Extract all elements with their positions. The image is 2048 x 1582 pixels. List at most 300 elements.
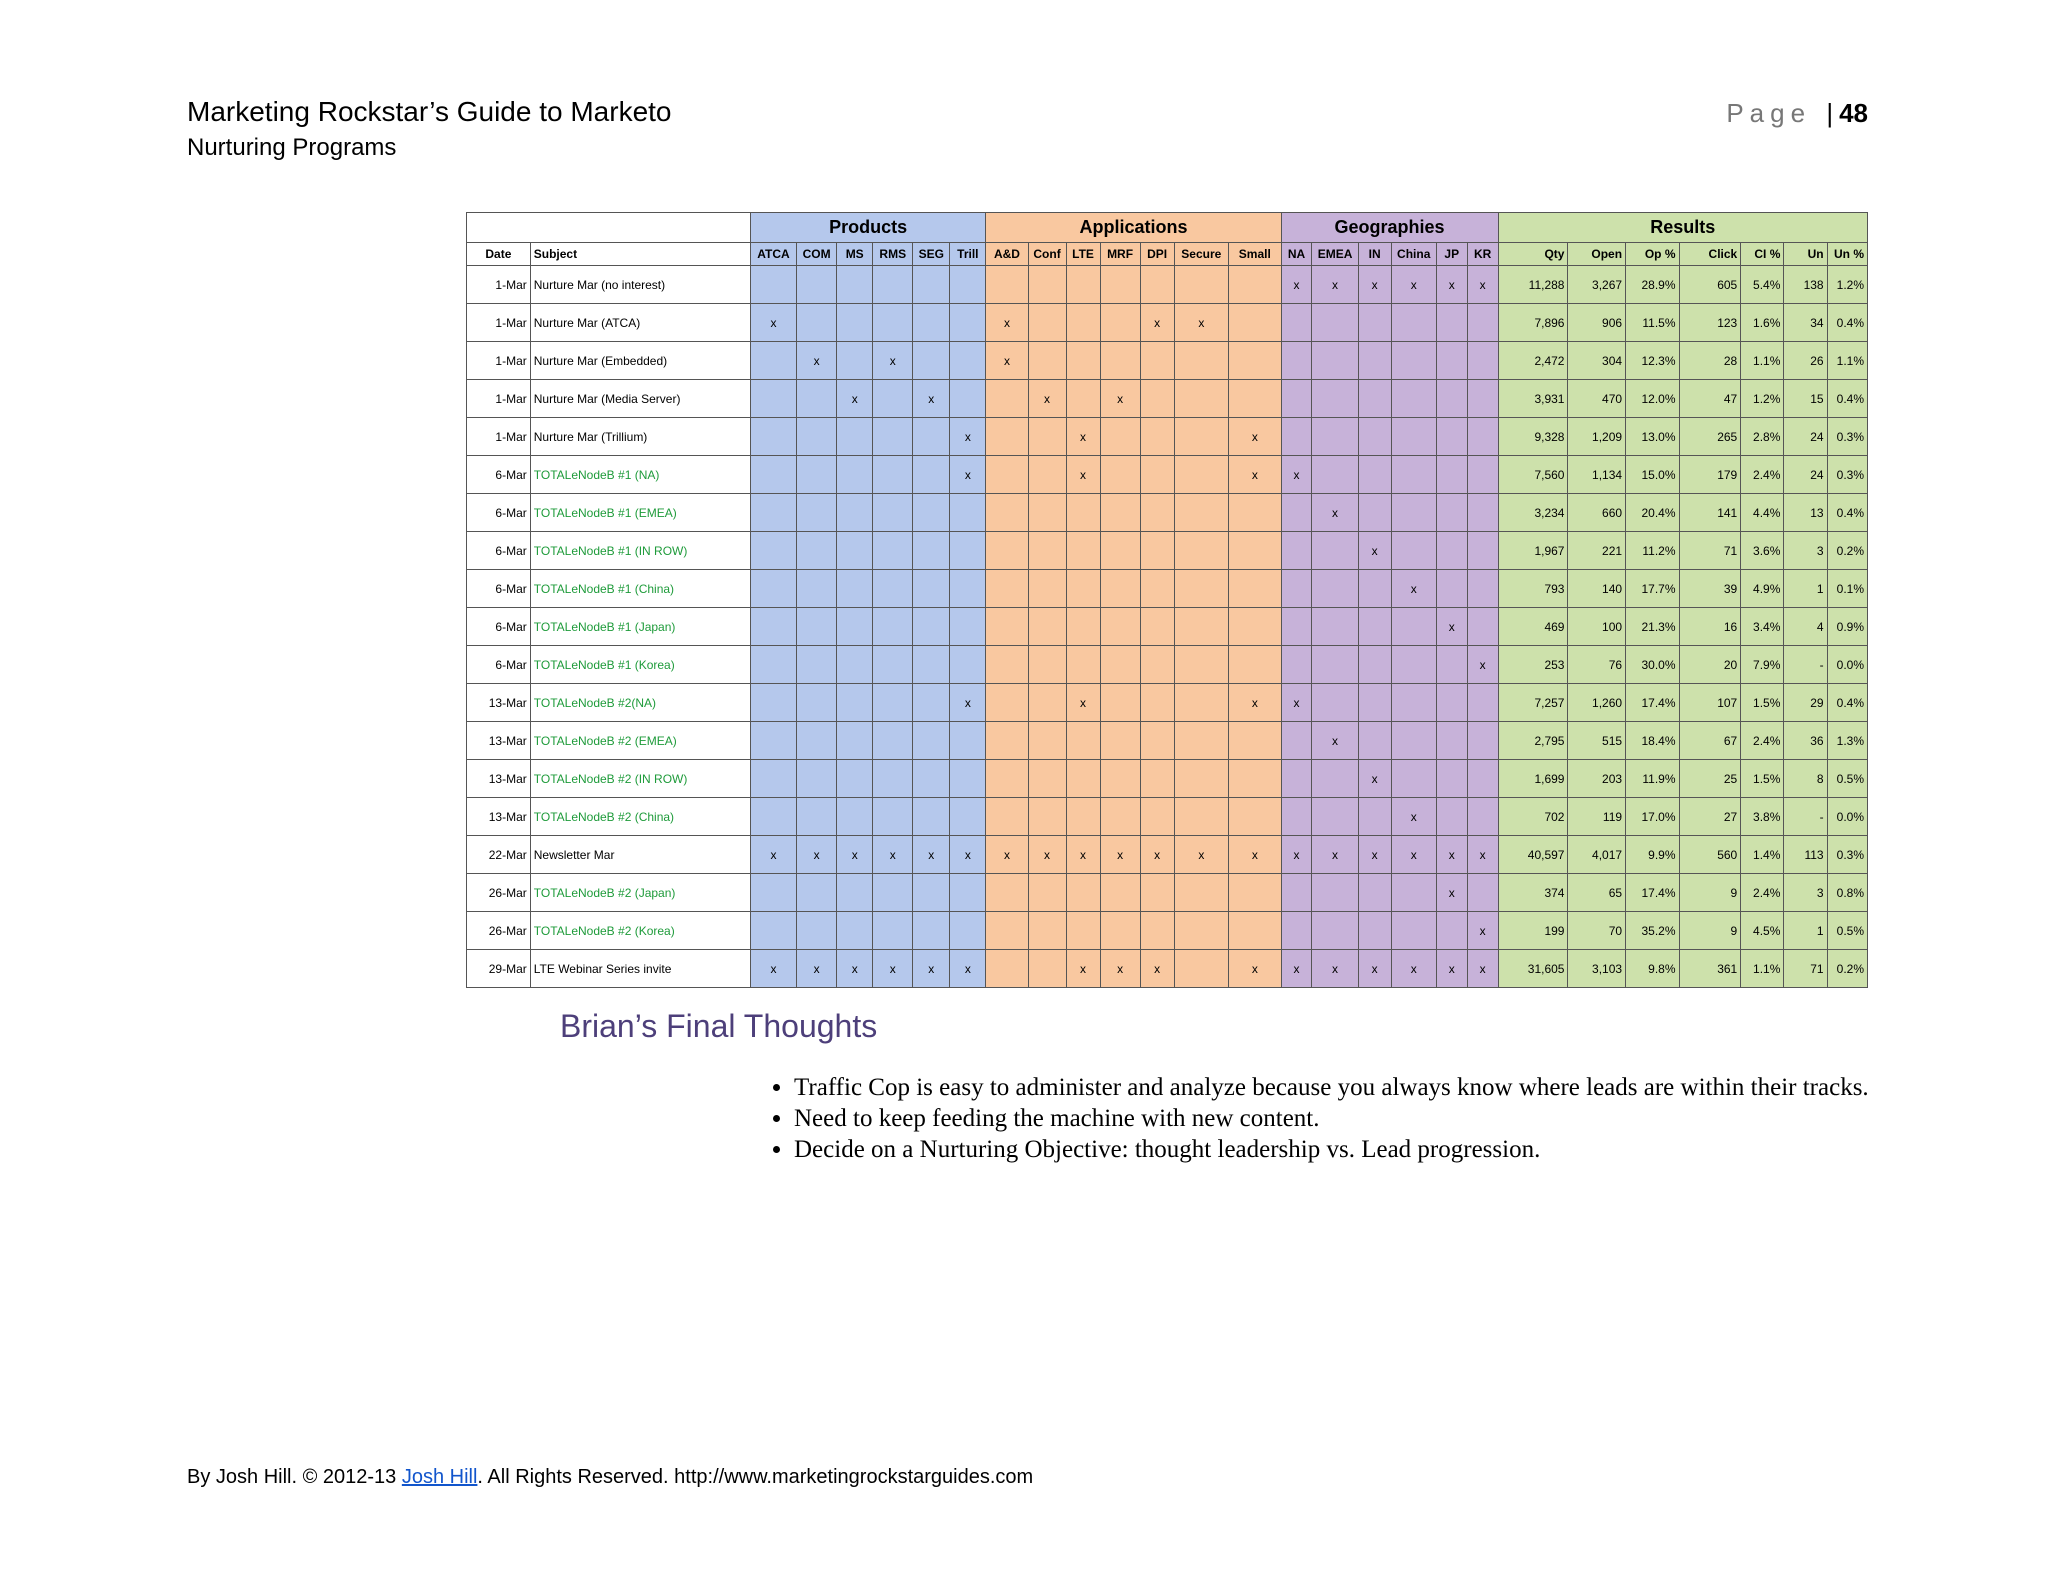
segment-mark: x	[1281, 836, 1312, 874]
segment-mark: x	[750, 836, 796, 874]
segment-mark: x	[950, 418, 986, 456]
segment-cell	[797, 912, 837, 950]
segment-cell	[1391, 912, 1436, 950]
segment-cell	[1312, 608, 1358, 646]
segment-cell	[1436, 646, 1467, 684]
segment-cell	[1100, 418, 1140, 456]
segment-cell	[1281, 304, 1312, 342]
segment-cell	[1028, 418, 1066, 456]
result-cell: 11.2%	[1626, 532, 1679, 570]
segment-mark: x	[1436, 950, 1467, 988]
segment-cell	[873, 684, 913, 722]
segment-cell	[986, 950, 1028, 988]
result-cell: 107	[1679, 684, 1741, 722]
segment-cell	[913, 266, 950, 304]
segment-cell	[1140, 570, 1174, 608]
segment-cell	[873, 608, 913, 646]
segment-cell	[1312, 570, 1358, 608]
segment-cell	[950, 380, 986, 418]
segment-cell	[986, 646, 1028, 684]
segment-cell	[1174, 912, 1229, 950]
table-row	[467, 874, 1868, 912]
table-body	[467, 266, 1868, 988]
segment-cell	[1174, 722, 1229, 760]
table-row	[467, 342, 1868, 380]
segment-cell	[1140, 874, 1174, 912]
date-cell: 6-Mar	[467, 646, 531, 684]
segment-cell	[837, 608, 873, 646]
segment-cell	[1229, 266, 1282, 304]
segment-cell	[913, 494, 950, 532]
segment-mark: x	[950, 836, 986, 874]
segment-mark: x	[1229, 418, 1282, 456]
segment-cell	[1281, 646, 1312, 684]
segment-cell	[1028, 760, 1066, 798]
segment-cell	[750, 494, 796, 532]
result-cell: 26	[1784, 342, 1827, 380]
segment-cell	[1281, 722, 1312, 760]
col-header-rms: RMS	[873, 243, 913, 266]
subject-cell: TOTALeNodeB #2 (Japan)	[530, 874, 750, 912]
result-cell: 265	[1679, 418, 1741, 456]
segment-mark: x	[797, 342, 837, 380]
segment-mark: x	[1281, 266, 1312, 304]
date-cell: 26-Mar	[467, 912, 531, 950]
document-subtitle: Nurturing Programs	[187, 134, 397, 161]
segment-cell	[1312, 532, 1358, 570]
segment-cell	[1100, 494, 1140, 532]
segment-cell	[1358, 722, 1391, 760]
result-cell: 5.4%	[1741, 266, 1784, 304]
subject-cell: TOTALeNodeB #2 (Korea)	[530, 912, 750, 950]
segment-cell	[1100, 912, 1140, 950]
segment-cell	[873, 760, 913, 798]
segment-mark: x	[1066, 836, 1100, 874]
segment-mark: x	[913, 836, 950, 874]
segment-cell	[1174, 494, 1229, 532]
col-header-qty: Qty	[1498, 243, 1568, 266]
col-header-lte: LTE	[1066, 243, 1100, 266]
segment-cell	[1229, 760, 1282, 798]
col-header-china: China	[1391, 243, 1436, 266]
segment-mark: x	[1281, 456, 1312, 494]
segment-cell	[1229, 304, 1282, 342]
subject-cell: TOTALeNodeB #1 (NA)	[530, 456, 750, 494]
segment-mark: x	[1100, 380, 1140, 418]
subject-cell: TOTALeNodeB #1 (Korea)	[530, 646, 750, 684]
segment-cell	[1140, 684, 1174, 722]
segment-mark: x	[1312, 950, 1358, 988]
segment-mark: x	[950, 950, 986, 988]
result-cell: 3,234	[1498, 494, 1568, 532]
segment-cell	[1436, 532, 1467, 570]
result-cell: 21.3%	[1626, 608, 1679, 646]
segment-cell	[873, 494, 913, 532]
segment-cell	[1391, 608, 1436, 646]
segment-cell	[873, 570, 913, 608]
segment-cell	[1358, 342, 1391, 380]
segment-cell	[837, 760, 873, 798]
segment-cell	[1281, 494, 1312, 532]
subject-cell: TOTALeNodeB #1 (EMEA)	[530, 494, 750, 532]
result-cell: 2,472	[1498, 342, 1568, 380]
segment-cell	[1436, 494, 1467, 532]
result-cell: 0.2%	[1827, 532, 1867, 570]
date-cell: 1-Mar	[467, 342, 531, 380]
result-cell: 13	[1784, 494, 1827, 532]
result-cell: 1.6%	[1741, 304, 1784, 342]
result-cell: 470	[1568, 380, 1626, 418]
segment-cell	[1436, 684, 1467, 722]
result-cell: 1.1%	[1741, 342, 1784, 380]
segment-cell	[1467, 304, 1498, 342]
segment-cell	[1028, 684, 1066, 722]
segment-mark: x	[797, 950, 837, 988]
segment-cell	[1066, 494, 1100, 532]
segment-cell	[1028, 646, 1066, 684]
segment-cell	[1066, 342, 1100, 380]
result-cell: 65	[1568, 874, 1626, 912]
col-header-na: NA	[1281, 243, 1312, 266]
segment-cell	[1467, 342, 1498, 380]
page-label: Page	[1726, 98, 1812, 128]
segment-mark: x	[1066, 456, 1100, 494]
date-cell: 13-Mar	[467, 684, 531, 722]
segment-cell	[1066, 570, 1100, 608]
col-header-trill: Trill	[950, 243, 986, 266]
segment-mark: x	[1467, 266, 1498, 304]
segment-cell	[1281, 342, 1312, 380]
subject-cell: Nurture Mar (Trillium)	[530, 418, 750, 456]
segment-mark: x	[1028, 380, 1066, 418]
segment-mark: x	[1140, 950, 1174, 988]
result-cell: 9,328	[1498, 418, 1568, 456]
date-cell: 13-Mar	[467, 798, 531, 836]
segment-mark: x	[1467, 836, 1498, 874]
segment-cell	[986, 798, 1028, 836]
segment-cell	[1028, 304, 1066, 342]
segment-cell	[750, 912, 796, 950]
document-title: Marketing Rockstar’s Guide to Marketo	[187, 96, 672, 127]
segment-mark: x	[1391, 950, 1436, 988]
subject-cell: TOTALeNodeB #2 (IN ROW)	[530, 760, 750, 798]
result-cell: 40,597	[1498, 836, 1568, 874]
segment-cell	[913, 456, 950, 494]
segment-cell	[1066, 912, 1100, 950]
result-cell: 76	[1568, 646, 1626, 684]
date-cell: 1-Mar	[467, 304, 531, 342]
subject-cell: TOTALeNodeB #1 (IN ROW)	[530, 532, 750, 570]
segment-cell	[1100, 608, 1140, 646]
segment-mark: x	[1436, 836, 1467, 874]
date-cell: 1-Mar	[467, 266, 531, 304]
segment-cell	[1436, 418, 1467, 456]
result-cell: 4.9%	[1741, 570, 1784, 608]
result-cell: 0.0%	[1827, 798, 1867, 836]
result-cell: 17.4%	[1626, 874, 1679, 912]
segment-cell	[1140, 456, 1174, 494]
col-header-mrf: MRF	[1100, 243, 1140, 266]
segment-mark: x	[1140, 836, 1174, 874]
segment-cell	[1281, 608, 1312, 646]
segment-cell	[1028, 494, 1066, 532]
segment-cell	[1281, 760, 1312, 798]
segment-cell	[750, 646, 796, 684]
segment-cell	[1281, 874, 1312, 912]
segment-cell	[1066, 608, 1100, 646]
segment-mark: x	[1358, 950, 1391, 988]
table-row	[467, 456, 1868, 494]
segment-cell	[1066, 646, 1100, 684]
segment-mark: x	[1358, 760, 1391, 798]
result-cell: 4,017	[1568, 836, 1626, 874]
result-cell: 3,103	[1568, 950, 1626, 988]
result-cell: 1,967	[1498, 532, 1568, 570]
result-cell: 2.4%	[1741, 456, 1784, 494]
subject-cell: Newsletter Mar	[530, 836, 750, 874]
segment-cell	[1100, 684, 1140, 722]
table-row	[467, 684, 1868, 722]
segment-cell	[1312, 912, 1358, 950]
result-cell: 113	[1784, 836, 1827, 874]
segment-cell	[1281, 380, 1312, 418]
segment-cell	[1140, 760, 1174, 798]
col-header-conf: Conf	[1028, 243, 1066, 266]
segment-cell	[1140, 912, 1174, 950]
segment-cell	[1312, 760, 1358, 798]
result-cell: 1.2%	[1741, 380, 1784, 418]
result-cell: 141	[1679, 494, 1741, 532]
segment-cell	[1391, 304, 1436, 342]
result-cell: 906	[1568, 304, 1626, 342]
segment-cell	[986, 608, 1028, 646]
segment-cell	[1436, 342, 1467, 380]
segment-mark: x	[1436, 266, 1467, 304]
table-row	[467, 532, 1868, 570]
segment-cell	[1229, 532, 1282, 570]
result-cell: 20.4%	[1626, 494, 1679, 532]
segment-cell	[797, 608, 837, 646]
segment-cell	[1174, 608, 1229, 646]
segment-cell	[1100, 532, 1140, 570]
result-cell: 221	[1568, 532, 1626, 570]
segment-cell	[1140, 798, 1174, 836]
segment-cell	[873, 722, 913, 760]
date-cell: 6-Mar	[467, 608, 531, 646]
result-cell: 47	[1679, 380, 1741, 418]
segment-cell	[1312, 418, 1358, 456]
result-cell: 3,931	[1498, 380, 1568, 418]
result-cell: -	[1784, 798, 1827, 836]
segment-cell	[1467, 760, 1498, 798]
segment-cell	[950, 722, 986, 760]
result-cell: 0.4%	[1827, 380, 1867, 418]
segment-mark: x	[1467, 646, 1498, 684]
segment-cell	[913, 342, 950, 380]
segment-cell	[1140, 608, 1174, 646]
segment-mark: x	[1174, 304, 1229, 342]
segment-cell	[1391, 380, 1436, 418]
result-cell: 29	[1784, 684, 1827, 722]
segment-cell	[950, 608, 986, 646]
segment-cell	[1140, 266, 1174, 304]
subject-cell: Nurture Mar (no interest)	[530, 266, 750, 304]
segment-cell	[1100, 342, 1140, 380]
result-cell: 203	[1568, 760, 1626, 798]
segment-mark: x	[986, 304, 1028, 342]
result-cell: 1.1%	[1741, 950, 1784, 988]
result-cell: 0.5%	[1827, 760, 1867, 798]
segment-cell	[1281, 418, 1312, 456]
segment-cell	[1358, 418, 1391, 456]
segment-cell	[1028, 570, 1066, 608]
date-cell: 6-Mar	[467, 570, 531, 608]
segment-cell	[913, 874, 950, 912]
author-link[interactable]: Josh Hill	[401, 1466, 478, 1488]
segment-mark: x	[1100, 950, 1140, 988]
segment-mark: x	[913, 950, 950, 988]
segment-cell	[837, 912, 873, 950]
segment-cell	[837, 494, 873, 532]
segment-cell	[797, 494, 837, 532]
date-cell: 13-Mar	[467, 760, 531, 798]
group-products: Products	[750, 213, 986, 243]
result-cell: 179	[1679, 456, 1741, 494]
subject-cell: TOTALeNodeB #2(NA)	[530, 684, 750, 722]
segment-cell	[750, 760, 796, 798]
result-cell: 17.4%	[1626, 684, 1679, 722]
segment-cell	[837, 304, 873, 342]
segment-cell	[1028, 722, 1066, 760]
segment-mark: x	[1312, 836, 1358, 874]
segment-cell	[1229, 912, 1282, 950]
segment-cell	[986, 722, 1028, 760]
segment-cell	[950, 760, 986, 798]
result-cell: 0.8%	[1827, 874, 1867, 912]
result-cell: 31,605	[1498, 950, 1568, 988]
segment-cell	[950, 646, 986, 684]
segment-mark: x	[1436, 874, 1467, 912]
table-row	[467, 760, 1868, 798]
segment-cell	[986, 912, 1028, 950]
result-cell: 1,260	[1568, 684, 1626, 722]
segment-cell	[1174, 570, 1229, 608]
subject-cell: TOTALeNodeB #2 (China)	[530, 798, 750, 836]
segment-cell	[797, 380, 837, 418]
result-cell: 9	[1679, 874, 1741, 912]
segment-cell	[1229, 646, 1282, 684]
col-header-in: IN	[1358, 243, 1391, 266]
segment-cell	[1467, 570, 1498, 608]
result-cell: 0.4%	[1827, 494, 1867, 532]
result-cell: 1	[1784, 570, 1827, 608]
result-cell: 28.9%	[1626, 266, 1679, 304]
result-cell: 17.0%	[1626, 798, 1679, 836]
segment-cell	[1312, 342, 1358, 380]
segment-cell	[1100, 304, 1140, 342]
segment-cell	[837, 456, 873, 494]
segment-cell	[750, 684, 796, 722]
segment-cell	[1467, 456, 1498, 494]
segment-cell	[1028, 912, 1066, 950]
segment-mark: x	[797, 836, 837, 874]
result-cell: 560	[1679, 836, 1741, 874]
segment-cell	[1028, 874, 1066, 912]
segment-cell	[1467, 418, 1498, 456]
result-cell: 0.3%	[1827, 456, 1867, 494]
result-cell: 7,257	[1498, 684, 1568, 722]
segment-mark: x	[1358, 836, 1391, 874]
segment-cell	[913, 646, 950, 684]
result-cell: -	[1784, 646, 1827, 684]
segment-cell	[837, 342, 873, 380]
segment-cell	[1436, 570, 1467, 608]
segment-cell	[1100, 874, 1140, 912]
segment-cell	[1174, 950, 1229, 988]
segment-cell	[1066, 266, 1100, 304]
segment-cell	[1100, 646, 1140, 684]
segment-cell	[837, 684, 873, 722]
result-cell: 199	[1498, 912, 1568, 950]
result-cell: 70	[1568, 912, 1626, 950]
blank-group-header	[467, 213, 751, 243]
date-cell: 6-Mar	[467, 456, 531, 494]
col-header-com: COM	[797, 243, 837, 266]
segment-cell	[913, 608, 950, 646]
result-cell: 2,795	[1498, 722, 1568, 760]
segment-mark: x	[1391, 570, 1436, 608]
segment-cell	[1028, 798, 1066, 836]
segment-mark: x	[950, 456, 986, 494]
segment-cell	[1281, 570, 1312, 608]
segment-cell	[750, 418, 796, 456]
segment-mark: x	[1028, 836, 1066, 874]
segment-cell	[797, 456, 837, 494]
segment-cell	[750, 874, 796, 912]
result-cell: 1,699	[1498, 760, 1568, 798]
result-cell: 71	[1784, 950, 1827, 988]
segment-cell	[913, 418, 950, 456]
subject-cell: TOTALeNodeB #1 (China)	[530, 570, 750, 608]
table-row	[467, 494, 1868, 532]
segment-cell	[1467, 874, 1498, 912]
segment-cell	[1358, 494, 1391, 532]
result-cell: 4.4%	[1741, 494, 1784, 532]
date-cell: 6-Mar	[467, 532, 531, 570]
col-header-seg: SEG	[913, 243, 950, 266]
result-cell: 100	[1568, 608, 1626, 646]
section-title: Brian’s Final Thoughts	[560, 1008, 878, 1044]
segment-cell	[1174, 798, 1229, 836]
segment-cell	[1066, 380, 1100, 418]
segment-mark: x	[1174, 836, 1229, 874]
segment-mark: x	[986, 342, 1028, 380]
result-cell: 12.0%	[1626, 380, 1679, 418]
segment-cell	[913, 570, 950, 608]
segment-mark: x	[1281, 684, 1312, 722]
segment-cell	[986, 874, 1028, 912]
result-cell: 1.5%	[1741, 760, 1784, 798]
segment-cell	[873, 532, 913, 570]
segment-cell	[1391, 418, 1436, 456]
result-cell: 7,560	[1498, 456, 1568, 494]
segment-cell	[950, 532, 986, 570]
footer-prefix: By Josh Hill. © 2012-13	[187, 1466, 402, 1488]
segment-cell	[1312, 304, 1358, 342]
result-cell: 3	[1784, 874, 1827, 912]
segment-cell	[986, 532, 1028, 570]
segment-cell	[1436, 912, 1467, 950]
